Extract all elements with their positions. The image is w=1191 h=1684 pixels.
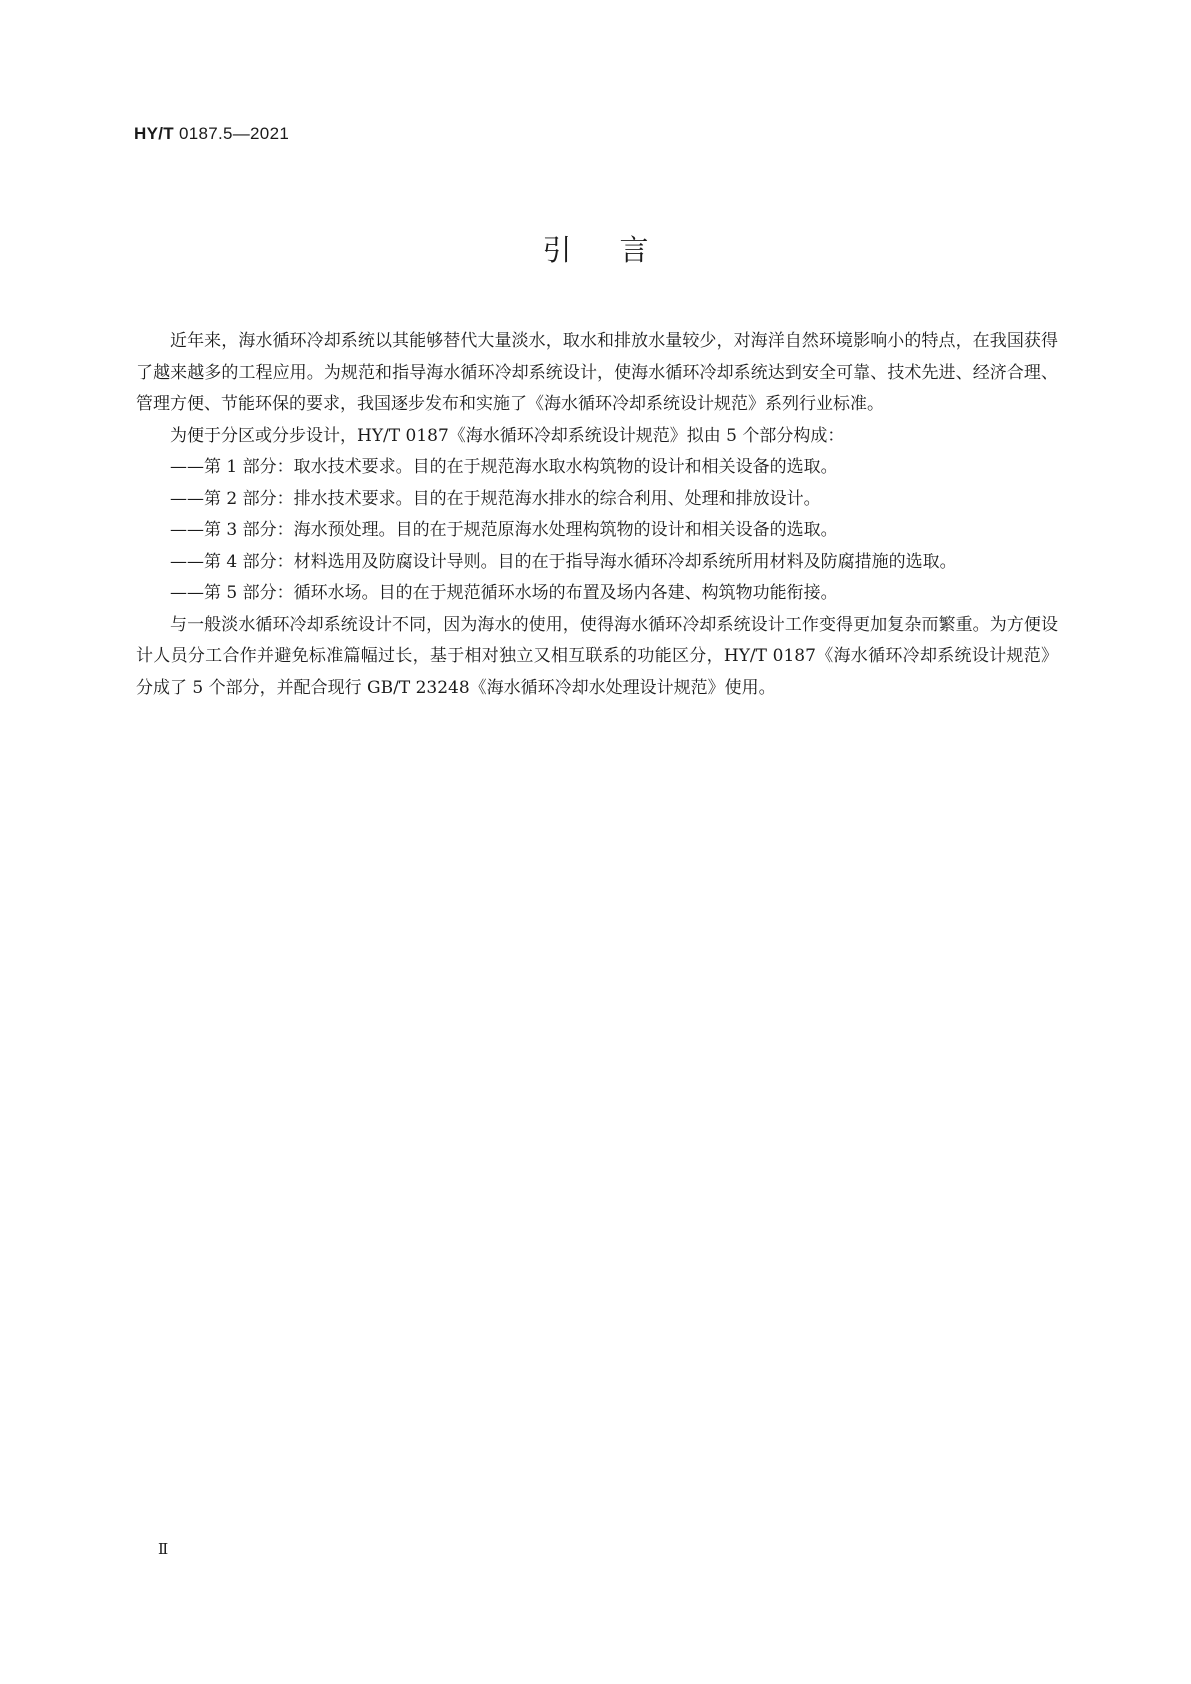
closing-paragraph: 与一般淡水循环冷却系统设计不同，因为海水的使用，使得海水循环冷却系统设计工作变得更加复杂而繁重。为方便设计人员分工合作并避免标准篇幅过长，基于相对独立又相互联系的功能区分，HY/T 0187《海水循环冷却系统设计规范》分成了 5 个部分，并配合现行 GB/T 23248《海水循环冷却水处理设计规范》使用。 bbox=[136, 614, 1058, 698]
parts-lead-paragraph: 为便于分区或分步设计，HY/T 0187《海水循环冷却系统设计规范》拟由 5 个部分构成： bbox=[170, 425, 845, 446]
list-item: ——第 5 部分：循环水场。目的在于规范循环水场的布置及场内各建、构筑物功能衔接。 bbox=[170, 583, 838, 603]
list-item: ——第 4 部分：材料选用及防腐设计导则。目的在于指导海水循环冷却系统所用材料及防腐措施的选取。 bbox=[170, 551, 957, 572]
standard-code: 0187.5—2021 bbox=[173, 124, 290, 143]
standard-number bbox=[134, 124, 289, 144]
list-item: ——第 1 部分：取水技术要求。目的在于规范海水取水构筑物的设计和相关设备的选取。 bbox=[170, 457, 838, 477]
intro-paragraph: 近年来，海水循环冷却系统以其能够替代大量淡水，取水和排放水量较少，对海洋自然环境影响小的特点，在我国获得了越来越多的工程应用。为规范和指导海水循环冷却系统设计，使海水循环冷却系统达到安全可靠、技术先进、经济合理、管理方便、节能环保的要求，我国逐步发布和实施了《海水循环冷却系统设计规范》系列行业标准。 bbox=[136, 331, 1058, 414]
document-body bbox=[136, 326, 1058, 704]
list-item: ——第 2 部分：排水技术要求。目的在于规范海水排水的综合利用、处理和排放设计。 bbox=[170, 488, 821, 509]
page-number: Ⅱ bbox=[158, 1540, 169, 1558]
standard-prefix: HY/T bbox=[134, 124, 174, 143]
list-item: ——第 3 部分：海水预处理。目的在于规范原海水处理构筑物的设计和相关设备的选取。 bbox=[170, 520, 838, 540]
page-title: 引言 bbox=[542, 233, 697, 267]
